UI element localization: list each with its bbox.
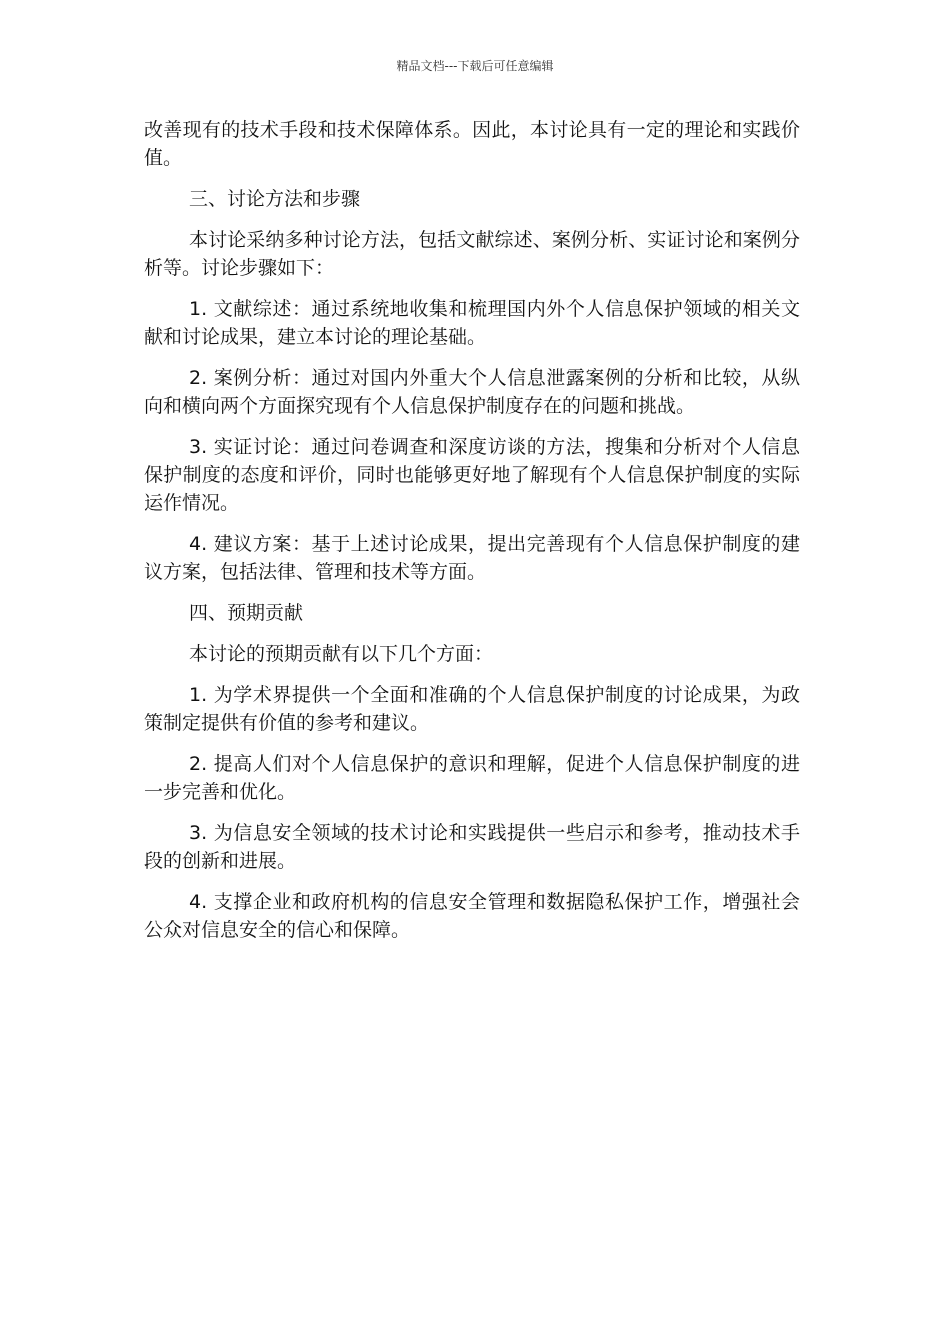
- section-heading-methods: 三、讨论方法和步骤: [189, 188, 361, 210]
- list-item-contribution-3: 3. 为信息安全领域的技术讨论和实践提供一些启示和参考，推动技术手段的创新和进展。: [144, 822, 800, 872]
- paragraph-intro-continuation: 改善现有的技术手段和技术保障体系。因此，本讨论具有一定的理论和实践价值。: [144, 119, 800, 169]
- section-heading-contributions: 四、预期贡献: [189, 602, 304, 624]
- list-item-recommendations: 4. 建议方案：基于上述讨论成果，提出完善现有个人信息保护制度的建议方案，包括法律、管理和技术等方面。: [144, 533, 800, 583]
- list-item-empirical-study: 3. 实证讨论：通过问卷调查和深度访谈的方法，搜集和分析对个人信息保护制度的态度和评价，同时也能够更好地了解现有个人信息保护制度的实际运作情况。: [144, 436, 800, 514]
- list-item-contribution-4: 4. 支撑企业和政府机构的信息安全管理和数据隐私保护工作，增强社会公众对信息安全的信心和保障。: [144, 891, 800, 941]
- list-item-contribution-1: 1. 为学术界提供一个全面和准确的个人信息保护制度的讨论成果，为政策制定提供有价值的参考和建议。: [144, 684, 800, 734]
- page-header: 精品文档---下载后可任意编辑: [396, 59, 554, 73]
- paragraph-contributions-overview: 本讨论的预期贡献有以下几个方面：: [189, 643, 494, 665]
- paragraph-methods-overview: 本讨论采纳多种讨论方法，包括文献综述、案例分析、实证讨论和案例分析等。讨论步骤如下：: [144, 229, 800, 279]
- list-item-case-analysis: 2. 案例分析：通过对国内外重大个人信息泄露案例的分析和比较，从纵向和横向两个方面探究现有个人信息保护制度存在的问题和挑战。: [144, 367, 800, 417]
- document-body: [144, 116, 800, 957]
- list-item-contribution-2: 2. 提高人们对个人信息保护的意识和理解，促进个人信息保护制度的进一步完善和优化。: [144, 753, 800, 803]
- list-item-literature-review: 1. 文献综述：通过系统地收集和梳理国内外个人信息保护领域的相关文献和讨论成果，建立本讨论的理论基础。: [144, 298, 800, 348]
